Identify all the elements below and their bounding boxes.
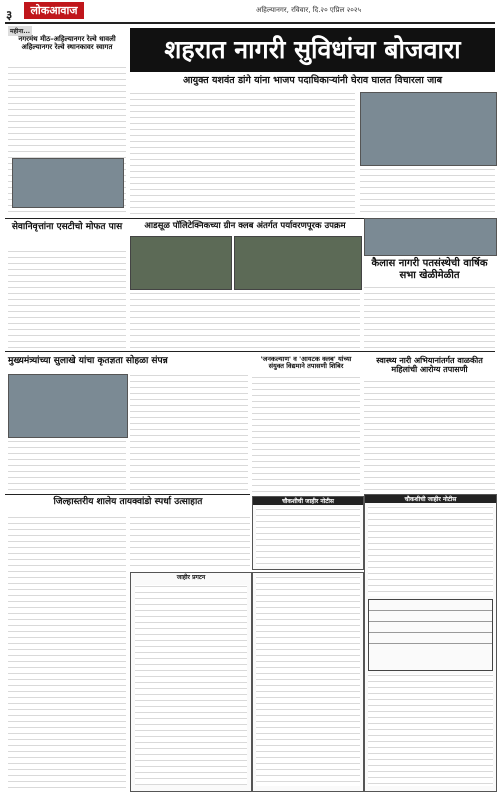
story-kailas-headline: कैलास नागरी पतसंस्थेची वार्षिक सभा खेळीमेळीत <box>371 258 488 281</box>
story-senior-body <box>8 250 126 348</box>
right-notice-body-2 <box>368 674 493 786</box>
story-rotary-body <box>130 292 360 348</box>
story-kailas-body <box>364 286 495 348</box>
story-janakalyan-headline: 'जनकल्याण' व 'आयटक क्लब' यांच्या संयुक्त विद्यमाने तपासणी शिबिर <box>260 355 352 371</box>
right-notice-body <box>368 506 493 596</box>
table-row <box>369 633 492 644</box>
table-row <box>369 611 492 622</box>
center-notice-ad-2 <box>252 572 364 792</box>
right-notice-table <box>368 599 493 671</box>
main-story-body <box>130 92 355 214</box>
date-line: अहिल्यानगर, रविवार, दि.२० एप्रिल २०२५ <box>256 6 362 14</box>
left-top-photo <box>12 158 124 208</box>
public-notice-ad <box>130 572 252 792</box>
table-row <box>369 622 492 633</box>
story-janakalyan-body <box>252 376 360 492</box>
masthead-rule <box>5 22 495 24</box>
story-cm-photo <box>8 374 128 438</box>
story-school-body-2 <box>130 516 250 568</box>
center-notice-body <box>256 508 360 566</box>
story-senior-headline: सेवानिवृत्तांना एसटीचो मोफत पास <box>11 222 123 232</box>
story-cm-headline: मुख्यमंत्र्यांच्या सुलाखे यांचा कृतज्ञता सोहळा संपन्न <box>8 356 168 366</box>
section-rule-2 <box>5 351 495 352</box>
story-cm-body <box>130 374 248 492</box>
main-headline: शहरात नागरी सुविधांचा बोजवारा <box>130 28 495 72</box>
left-top-headline: नगरमंथ मीठ–अहिल्यानगर रेल्वे धावली अहिल्यानगर रेल्वे स्थानकावर स्वागत <box>18 35 116 52</box>
center-notice-title: चौकशीची जाहीर नोटीस <box>253 497 363 505</box>
story-school-body <box>8 516 126 790</box>
story-cm-body-2 <box>8 440 126 492</box>
center-notice-ad <box>252 496 364 570</box>
public-notice-title: जाहीर प्रगटन <box>176 574 206 581</box>
main-story-photo <box>360 92 497 166</box>
section-rule-3 <box>5 494 250 495</box>
story-rotary-photo-2 <box>234 236 362 290</box>
story-health-body <box>364 380 495 490</box>
main-story-body-right <box>360 168 495 214</box>
public-notice-body <box>135 585 247 785</box>
center-notice-body-2 <box>256 576 360 786</box>
story-rotary-photo-1 <box>130 236 232 290</box>
story-kailas-photo <box>364 218 497 256</box>
story-rotary-headline: आडसूळ पॉलिटेक्निकच्या ग्रीन क्लब अंतर्गत पर्यावरणपूरक उपक्रम <box>144 221 346 231</box>
right-notice-title: चौकशीची जाहीर नोटीस <box>365 495 496 503</box>
section-label: महीना... <box>10 28 31 35</box>
right-notice-ad <box>364 494 497 792</box>
story-school-headline: जिल्हास्तरीय शालेय तायक्वांडो स्पर्धा उत्साहात <box>53 497 203 507</box>
page-number: ३ <box>6 8 13 22</box>
paper-name: लोकआवाज <box>24 2 84 19</box>
table-row <box>369 600 492 611</box>
main-subheadline: आयुक्त यशवंत डांगे यांना भाजप पदाधिकाऱ्यांनी घेराव घालत विचारला जाब <box>182 75 443 86</box>
story-health-headline: स्वास्थ्य नारी अभियानांतर्गत वाळकीत महिलांची आरोग्य तपासणी <box>376 356 483 375</box>
